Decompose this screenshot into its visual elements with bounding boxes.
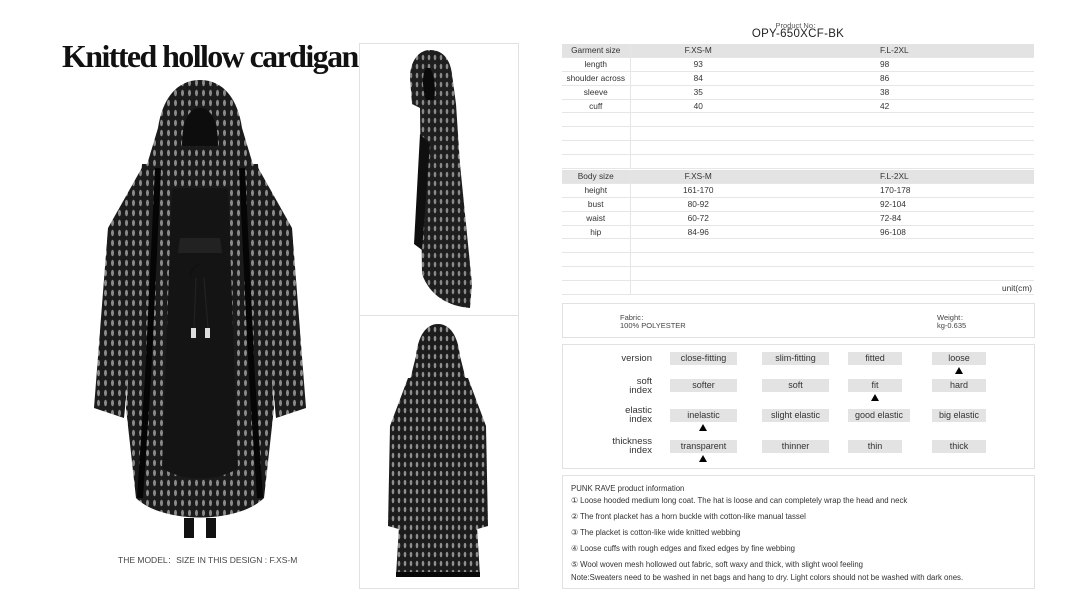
body-size-header bbox=[562, 170, 1034, 183]
empty-row bbox=[562, 239, 1034, 253]
index-label-elastic: elastic index bbox=[625, 405, 652, 425]
table-row bbox=[562, 85, 1034, 99]
table-header-cell: F.XS-M bbox=[630, 170, 766, 183]
table-header-cell: Garment size bbox=[562, 44, 630, 57]
option-cell: slight elastic bbox=[762, 409, 829, 422]
option-cell: thinner bbox=[762, 440, 829, 453]
table-header-cell: F.XS-M bbox=[630, 44, 766, 57]
row-label: bust bbox=[562, 197, 630, 211]
table-header-cell: F.L-2XL bbox=[880, 170, 1034, 183]
empty-row bbox=[562, 267, 1034, 281]
model-size-caption: THE MODEL：SIZE IN THIS DESIGN : F.XS-M bbox=[118, 555, 298, 565]
body-size-table bbox=[562, 170, 1034, 295]
table-cell: 60-72 bbox=[630, 211, 766, 225]
selected-marker-icon bbox=[871, 394, 879, 401]
fabric-value: 100% POLYESTER bbox=[620, 321, 686, 330]
product-title: Knitted hollow cardigan bbox=[62, 38, 358, 74]
empty-row bbox=[562, 155, 1034, 169]
info-line: ① Loose hooded medium long coat. The hat is loose and can completely wrap the head and neck bbox=[571, 496, 908, 505]
weight-label: Weight： bbox=[937, 313, 968, 322]
table-cell: 170-178 bbox=[880, 183, 1034, 197]
option-cell: thick bbox=[932, 440, 986, 453]
empty-row bbox=[562, 253, 1034, 267]
option-cell-selected: loose bbox=[932, 352, 986, 365]
option-cell-selected: inelastic bbox=[670, 409, 737, 422]
info-line: ④ Loose cuffs with rough edges and fixed edges by fine webbing bbox=[571, 544, 796, 553]
row-label: cuff bbox=[562, 99, 630, 113]
index-label-version: version bbox=[621, 353, 652, 364]
table-row bbox=[562, 183, 1034, 197]
back-view-panel bbox=[359, 315, 519, 589]
row-label: length bbox=[562, 57, 630, 71]
table-cell: 93 bbox=[630, 57, 766, 71]
table-row bbox=[562, 197, 1034, 211]
side-view-panel bbox=[359, 43, 519, 317]
garment-size-header bbox=[562, 44, 1034, 57]
table-cell: 84-96 bbox=[630, 225, 766, 239]
option-cell: fitted bbox=[848, 352, 902, 365]
option-cell: slim-fitting bbox=[762, 352, 829, 365]
table-cell: 38 bbox=[880, 85, 1034, 99]
product-number-label: Product No： bbox=[775, 21, 821, 30]
empty-row bbox=[562, 127, 1034, 141]
weight-value: kg-0.635 bbox=[937, 321, 967, 330]
table-cell: 86 bbox=[880, 71, 1034, 85]
option-cell: big elastic bbox=[932, 409, 986, 422]
empty-row bbox=[562, 113, 1034, 127]
back-view-photo bbox=[360, 316, 518, 588]
table-cell: 42 bbox=[880, 99, 1034, 113]
table-cell: 84 bbox=[630, 71, 766, 85]
table-cell: 161-170 bbox=[630, 183, 766, 197]
side-view-photo bbox=[360, 44, 518, 316]
info-line: ③ The placket is cotton-like wide knitted webbing bbox=[571, 528, 741, 537]
garment-size-table bbox=[562, 44, 1034, 169]
info-line: ② The front placket has a horn buckle with cotton-like manual tassel bbox=[571, 512, 806, 521]
row-label: waist bbox=[562, 211, 630, 225]
fit-index-box bbox=[562, 344, 1035, 469]
care-note: Note:Sweaters need to be washed in net bags and hang to dry. Light colors should not be washed with dark ones. bbox=[571, 573, 964, 582]
info-heading: PUNK RAVE product information bbox=[571, 484, 685, 493]
selected-marker-icon bbox=[699, 455, 707, 462]
selected-marker-icon bbox=[699, 424, 707, 431]
fabric-weight-box bbox=[562, 303, 1035, 338]
unit-label: unit(cm) bbox=[880, 281, 1034, 295]
row-label: hip bbox=[562, 225, 630, 239]
empty-row bbox=[562, 141, 1034, 155]
table-row bbox=[562, 225, 1034, 239]
index-label-soft: soft index bbox=[629, 376, 652, 396]
table-row bbox=[562, 99, 1034, 113]
option-cell: close-fitting bbox=[670, 352, 737, 365]
table-row bbox=[562, 57, 1034, 71]
table-cell: 98 bbox=[880, 57, 1034, 71]
row-label: shoulder across bbox=[562, 71, 630, 85]
unit-row bbox=[562, 281, 1034, 295]
row-label: sleeve bbox=[562, 85, 630, 99]
model-front-photo bbox=[88, 78, 313, 540]
table-cell: 80-92 bbox=[630, 197, 766, 211]
table-cell: 40 bbox=[630, 99, 766, 113]
row-label: height bbox=[562, 183, 630, 197]
table-cell: 92-104 bbox=[880, 197, 1034, 211]
option-cell: hard bbox=[932, 379, 986, 392]
product-info-box bbox=[562, 475, 1035, 589]
option-cell-selected: fit bbox=[848, 379, 902, 392]
table-header-cell: Body size bbox=[562, 170, 630, 183]
option-cell: softer bbox=[670, 379, 737, 392]
table-row bbox=[562, 211, 1034, 225]
table-cell: 96-108 bbox=[880, 225, 1034, 239]
table-header-cell: F.L-2XL bbox=[880, 44, 1034, 57]
index-label-thickness: thickness index bbox=[612, 436, 652, 456]
selected-marker-icon bbox=[955, 367, 963, 374]
table-row bbox=[562, 71, 1034, 85]
option-cell: good elastic bbox=[848, 409, 910, 422]
option-cell: soft bbox=[762, 379, 829, 392]
info-line: ⑤ Wool woven mesh hollowed out fabric, soft waxy and thick, with slight wool feeling bbox=[571, 560, 864, 569]
table-cell: 35 bbox=[630, 85, 766, 99]
option-cell: thin bbox=[848, 440, 902, 453]
product-number: OPY-650XCF-BK bbox=[751, 28, 845, 40]
table-cell: 72-84 bbox=[880, 211, 1034, 225]
fabric-label: Fabric： bbox=[620, 313, 649, 322]
option-cell-selected: transparent bbox=[670, 440, 737, 453]
